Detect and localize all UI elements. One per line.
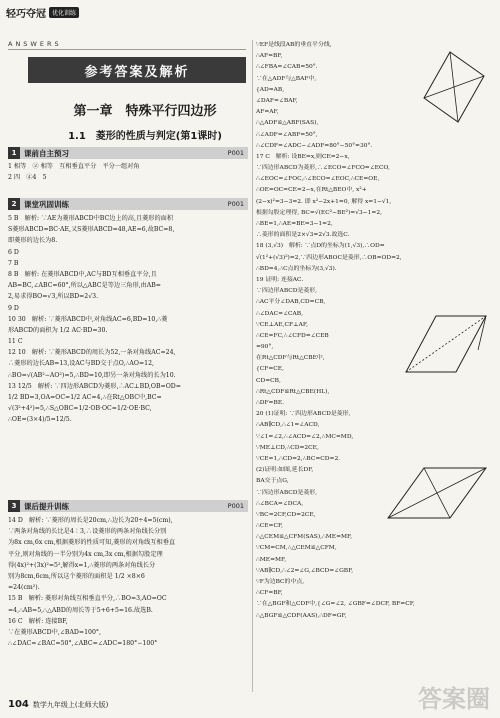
text-line: √(1²+(√3)²)=2,∵四边形ABOC是菱形,∴OB=OD=2,: [256, 254, 402, 261]
watermark: 答案圈: [418, 685, 490, 713]
text-line: √(3²+4²)=5,∴S△OBC=1/2·OB·OC=1/2·OE·BC,: [8, 405, 152, 413]
page-title: 参考答案及解析: [28, 57, 246, 83]
text-line: AF=AF,: [256, 109, 279, 116]
text-line: ∴∠FBA=∠CAB=50°.: [256, 64, 318, 71]
text-line: ∴BO=√(AB²−AO²)=5,∴BD=10,即另一条对角线的长为10.: [8, 371, 176, 379]
text-line: ∴BE=1,∴AE=BE=3−1=2,: [256, 221, 333, 227]
rhombus-figure-20: [384, 462, 490, 530]
section-code: P001: [227, 149, 244, 157]
section-label: 课后提升训练: [24, 501, 69, 511]
text-line: 1/2 BD=3,OA=OC=1/2 AC=4,∴在Rt△OBC中,BC=: [8, 394, 162, 401]
text-line: ∵F为边BC的中点,: [256, 579, 305, 585]
text-line: ∵CE⊥AE,CF⊥AF,: [256, 321, 308, 328]
text-line: 5 B 解析: ∵AE为菱形ABCD中BC边上的高,且菱形的面积: [8, 215, 174, 222]
text-line: 9 D: [8, 304, 19, 312]
text-line: ∠DAF=∠BAF,: [256, 97, 298, 104]
book-title: 数学九年级上(北师大版): [32, 700, 109, 709]
text-line: =90°,: [256, 344, 274, 351]
text-line: ∴DF=BE.: [256, 400, 284, 406]
section-number: 3: [8, 500, 20, 512]
text-line: ∴△BGF≌△CDF(AAS),∴DF=GF,: [256, 612, 347, 619]
text-line: ∴ME=MF,: [256, 556, 287, 563]
text-line: 1 相等 ② 相等 互相垂直平分 平分一组对角: [8, 163, 140, 170]
text-line: ∴△ADF≌△ABF(SAS),: [256, 120, 319, 127]
text-line: ∴Rt△CDF≌Rt△CBE(HL),: [256, 388, 330, 395]
text-line: ∵四边形ABCD是菱形,: [256, 489, 318, 496]
text-line: ∴∠EOC=∠FOC,∴∠ECO=∠EOC,∴CE=OE,: [256, 176, 380, 183]
text-line: ∵四边形ABCD为菱形,∴∠ECO=∠FCO=∠ECO,: [256, 165, 390, 172]
text-line: 18 (3,√3) 解析: ∵点D的坐标为(1,√3),∴OD=: [256, 243, 385, 250]
section-code: P001: [227, 200, 244, 208]
column-divider: [252, 40, 253, 692]
section-header-2: [8, 198, 248, 210]
text-line: ∴菱形的边长AB=13,设AC与BD交于点O,∴AO=12,: [8, 360, 154, 368]
page-number: 104: [8, 699, 29, 710]
text-line: 20 (1)证明: ∵四边形ABCD是菱形,: [256, 411, 351, 418]
left-block-3: [8, 515, 250, 649]
text-line: BA交于点G,: [256, 478, 289, 485]
text-line: 16 C 解析: 连接BF,: [8, 617, 68, 625]
text-line: 8 B 解析: 在菱形ABCD中,AC与BD互相垂直平分,且: [8, 270, 157, 278]
text-line: ∵两条对角线的长比是4∶3,∴设菱形的两条对角线长分别: [8, 528, 167, 536]
text-line: 别为8cm,6cm,所以这个菱形的面积是 1/2 ×8×6: [8, 572, 145, 580]
text-line: ∴菱形的面积是2×√3=2√3.故选C.: [256, 232, 350, 239]
text-line: 7 B: [8, 259, 19, 267]
section-number: 2: [8, 198, 20, 210]
text-line: ∵在△ADF与△BAF中,: [256, 75, 317, 82]
text-line: ∵BC=2CF,CD=2CE,: [256, 511, 316, 518]
text-line: 根据勾股定理得, BC=√(EC²−BE²)=√3−1=2,: [256, 209, 382, 216]
text-line: ∴BD=4,∴C点的坐标为(3,√3).: [256, 265, 337, 272]
page-footer: [8, 699, 108, 710]
text-line: ∴CF=BF,: [256, 590, 283, 597]
lesson-title: 1.1 菱形的性质与判定(第1课时): [68, 131, 222, 142]
text-line: [256, 622, 494, 633]
text-line: S菱形ABCD=BC·AE,又S菱形ABCD=48,AE=6,故BC=8,: [8, 226, 175, 234]
text-line: ∴∠ADF=∠ABF=50°,: [256, 131, 318, 138]
text-line: =4,∴AB=5,∴△ABD的周长等于5+6+5=16.故选B.: [8, 606, 153, 614]
text-line: 2 四 ④4 5: [8, 174, 47, 182]
text-line: 13 12/5 解析: ∵四边形ABCD为菱形,∴AC⊥BD,OB=OD=: [8, 382, 181, 390]
section-label: 课前自主预习: [24, 148, 69, 158]
text-line: ∴OE=(3×4)/5=12/5.: [8, 416, 72, 424]
text-line: ∴∠CDF=∠ADC−∠ADF=80°−50°=30°.: [256, 142, 373, 149]
text-line: ∵四边形ABCD是菱形,: [256, 288, 318, 295]
left-block-2: [8, 213, 250, 426]
text-line: 19 证明: 连接AC.: [256, 276, 304, 283]
text-line: 14 D 解析: ∵菱形的周长是20cm,∴边长为20÷4=5(cm),: [8, 517, 173, 524]
text-line: ∴AB∥CD,∴∠1=∠ACD,: [256, 422, 320, 429]
rhombus-figure-16: [414, 46, 492, 126]
section-header-1: [8, 147, 248, 159]
text-line: AB=BC,∠ABC=60°,所以△ABC是等边三角形,由AB=: [8, 282, 161, 290]
text-line: 得(4x)²+(3x)²=5²,解得x=1,∴菱形的两条对角线长分: [8, 561, 156, 569]
text-line: 2,易求得BO=√3,所以BD=2√3.: [8, 293, 99, 301]
text-line: ∵EF是线段AB的垂直平分线,: [256, 42, 332, 48]
text-line: 17 C 解析: 设BE=x,则CE=2−x,: [256, 153, 350, 160]
text-line: ∴∠BCA=∠DCA,: [256, 500, 304, 507]
text-line: ∵∠1=∠2,∴∠ACD=∠2,∴MC=MD,: [256, 433, 354, 440]
text-line: ∵CM=CM,∴△CEM≌△CFM,: [256, 545, 337, 552]
section-number: 1: [8, 147, 20, 159]
text-line: (2−x)²=3−3=2. 即 x²−2x+1=0, 解得 x=1−√1,: [256, 198, 392, 205]
text-line: ∴∠DAC=∠CAB,: [256, 310, 304, 317]
text-line: ∵CE=1,∴CD=2,∴BC=CD=2.: [256, 455, 341, 462]
text-line: 10 30 解析: ∵菱形ABCD中,对角线AC=6,BD=10,∴菱: [8, 315, 168, 323]
answers-label: ANSWERS: [8, 40, 62, 48]
left-block-1: [8, 161, 250, 183]
text-line: {AD=AB,: [256, 86, 285, 93]
text-line: 形ABCD的面积为 1/2 AC·BD=30.: [8, 326, 108, 334]
text-line: [256, 633, 494, 644]
text-line: =24(cm²).: [8, 584, 40, 592]
text-line: 11 C: [8, 338, 23, 346]
text-line: 平分,则对角线的一半分别为4x cm,3x cm,根据勾股定理: [8, 550, 163, 558]
text-line: ∴△CEM≌△CFM(SAS),∴ME=MF,: [256, 534, 353, 541]
rhombus-figure-19: [400, 302, 490, 382]
text-line: (2)证明:如图,延长DF,: [256, 467, 314, 474]
text-line: 在Rt△CDF与Rt△CBE中,: [256, 355, 325, 362]
text-line: CD=CB,: [256, 377, 281, 384]
chapter-title: 第一章 特殊平行四边形: [73, 104, 217, 119]
text-line: ∴OE=OC=CE=2−x,在Rt△BEO中, x²+: [256, 187, 367, 194]
text-line: 即菱形的边长为8.: [8, 237, 58, 245]
text-line: 12 10 解析: ∵菱形ABCD的周长为52,一条对角线AC=24,: [8, 349, 176, 357]
text-line: ∴∠DAC=∠BAC=50°,∠ABC=∠ADC=180°−100°: [8, 640, 158, 648]
brand-header: [6, 5, 79, 20]
text-line: ∵AB∥CD,∴∠2=∠G,∠BCD=∠GBF,: [256, 567, 354, 574]
text-line: {CF=CE,: [256, 366, 284, 373]
text-line: ∵ME⊥CD,∴CD=2CE,: [256, 444, 319, 451]
text-line: ∴CE=CF,: [256, 523, 284, 530]
brand-tag: 优化训练: [49, 7, 79, 18]
text-line: ∵在△BGF和△CDF中,{∠G=∠2, ∠GBF=∠DCF, BF=CF,: [256, 601, 415, 608]
section-header-3: [8, 500, 248, 512]
text-line: 为8x cm,6x cm,根据菱形的性质可知,菱形的对角线互相垂直: [8, 539, 176, 547]
brand-logo: 轻巧夺冠: [6, 9, 46, 20]
text-line: ∴CE=FC,∴∠CFD=∠CEB: [256, 332, 329, 339]
text-line: 6 D: [8, 248, 19, 256]
text-line: ∴AC平分∠DAB,CD=CB,: [256, 299, 326, 306]
section-code: P001: [227, 502, 244, 510]
text-line: 15 B 解析: 菱形对角线互相垂直平分,∴BO=3,AO=OC: [8, 595, 167, 603]
section-label: 课堂巩固训练: [24, 199, 69, 209]
header-rule: [8, 49, 246, 50]
text-line: ∴AF=BF,: [256, 53, 283, 60]
text-line: ∵在菱形ABCD中,∠BAD=100°,: [8, 628, 101, 636]
